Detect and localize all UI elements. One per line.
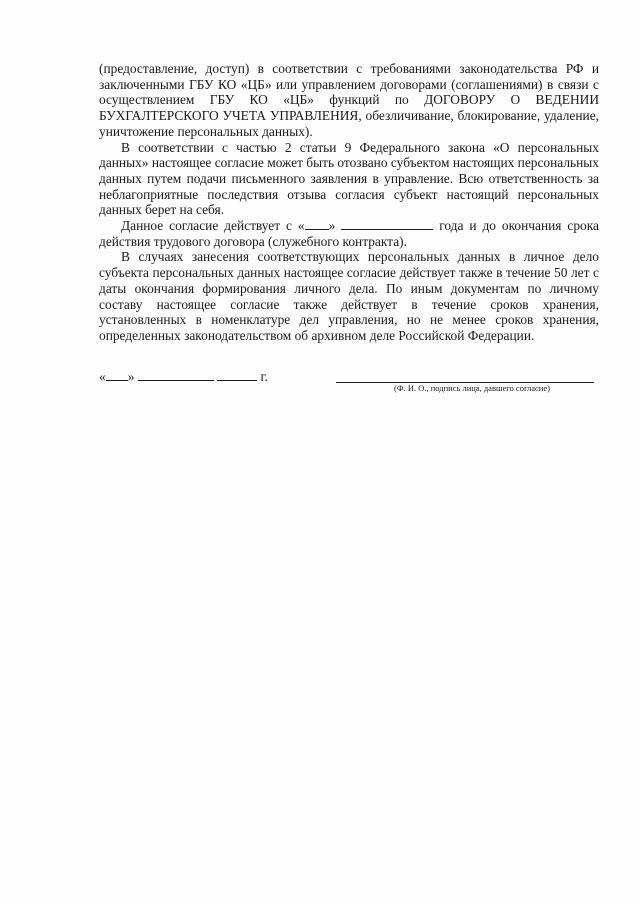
date-year-blank[interactable]: [217, 369, 257, 381]
signature-block: [336, 369, 594, 393]
date-month-blank[interactable]: [138, 369, 214, 381]
signature-line[interactable]: [336, 369, 594, 383]
validity-text-middle: »: [328, 218, 336, 234]
validity-day-blank[interactable]: [305, 218, 329, 230]
signing-date: [99, 369, 268, 385]
paragraph-storage-period: В случаях занесения соответствующих персональных данных в личное дело субъекта персональных данных настоящее согласие действует также в течение 50 лет с даты окончания формирования личного дела. По иным документам по личному составу настоящее согласие также действует в течение сроков хранения, установленных в номенклатуре дел управления, но не менее сроков хранения, определенных законодательством об архивном деле Российской Федерации.: [99, 249, 599, 343]
date-day-blank[interactable]: [106, 369, 128, 381]
validity-text-end: года и до окончания срока действия трудового договора (служебного контракта).: [99, 218, 599, 249]
signature-caption: (Ф. И. О., подпись лица, давшего согласие): [394, 383, 550, 393]
date-close-quote: »: [127, 369, 135, 384]
validity-text-start: Данное согласие действует с «: [121, 218, 305, 234]
date-open-quote: «: [99, 369, 106, 384]
paragraph-validity-period: [99, 218, 599, 249]
paragraph-withdrawal: В соответствии с частью 2 статьи 9 Федерального закона «О персональных данных» настоящее согласие может быть отозвано субъектом настоящих персональных данных путем подачи письменного заявления в управление. Всю ответственность за неблагоприятные последствия отзыва согласия субъект настоящий персональных данных берет на себя.: [99, 139, 599, 218]
paragraph-processing-continuation: (предоставление, доступ) в соответствии с требованиями законодательства РФ и заключенными ГБУ КО «ЦБ» или управлением договорами (соглашениями) в связи с осуществлением ГБУ КО «ЦБ» функций по ДОГОВОРУ О ВЕДЕНИИ БУХГАЛТЕРСКОГО УЧЕТА УПРАВЛЕНИЯ, обезличивание, блокирование, удаление, уничтожение персональных данных).: [99, 61, 599, 139]
consent-body: [99, 61, 599, 344]
validity-month-blank[interactable]: [341, 218, 433, 230]
date-year-suffix: г.: [260, 369, 268, 384]
